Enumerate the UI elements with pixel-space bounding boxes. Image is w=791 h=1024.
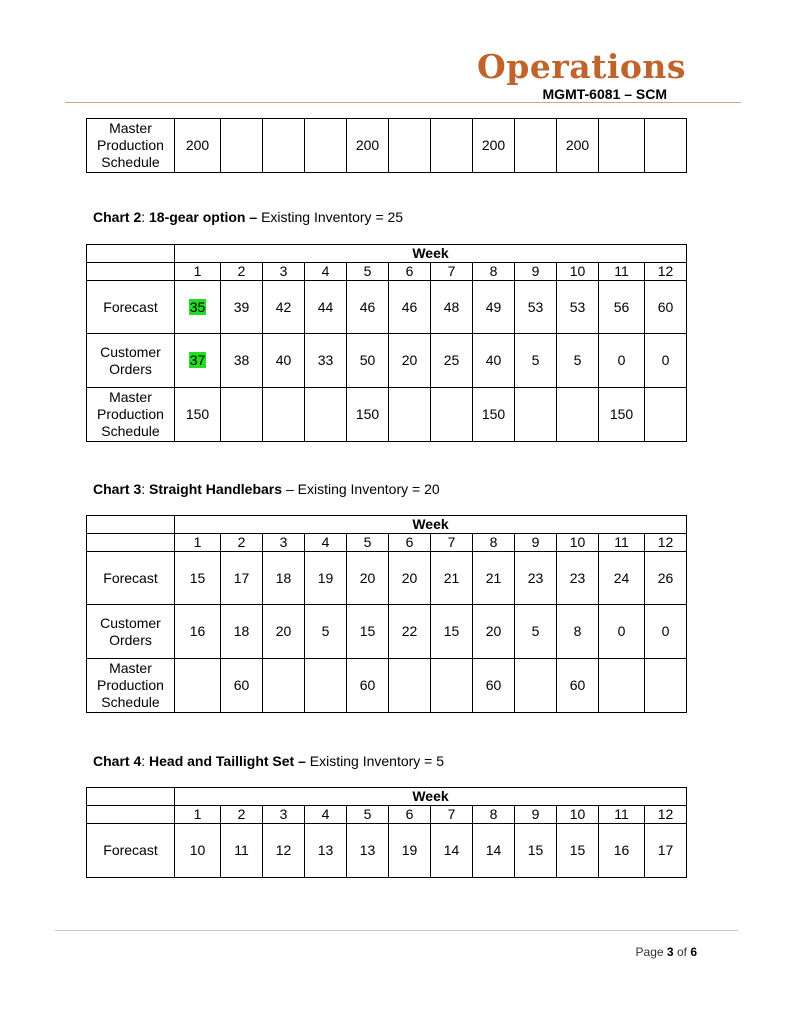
table-cell: [599, 119, 645, 173]
chart1-mps-table: [86, 118, 687, 173]
forecast-cell: 53: [557, 281, 599, 334]
chart2-table: [86, 244, 687, 442]
page-number: Page 3 of 6: [635, 945, 697, 959]
forecast-cell: 13: [305, 824, 347, 878]
mps-cell: [389, 659, 431, 713]
week-header: Week: [175, 516, 687, 534]
mps-cell: [557, 388, 599, 442]
forecast-cell: 46: [389, 281, 431, 334]
mps-label: Master Production Schedule: [87, 119, 175, 173]
orders-cell: 20: [263, 605, 305, 659]
orders-cell: 25: [431, 334, 473, 388]
forecast-cell: 15: [515, 824, 557, 878]
chart4-caption: Chart 4: Head and Taillight Set – Existing Inventory = 5: [93, 753, 445, 769]
table-cell: 200: [347, 119, 389, 173]
mps-cell: 150: [347, 388, 389, 442]
week-number: 6: [389, 263, 431, 281]
mps-cell: 150: [473, 388, 515, 442]
forecast-cell: 18: [263, 552, 305, 605]
orders-cell: 50: [347, 334, 389, 388]
table-cell: [87, 806, 175, 824]
forecast-cell: 19: [305, 552, 347, 605]
week-number: 7: [431, 263, 473, 281]
week-number: 2: [221, 263, 263, 281]
forecast-cell: 14: [431, 824, 473, 878]
highlighted-value: 37: [189, 352, 206, 368]
forecast-cell: 15: [175, 552, 221, 605]
week-number: 12: [645, 263, 687, 281]
orders-cell: 8: [557, 605, 599, 659]
mps-cell: [389, 388, 431, 442]
forecast-cell: 17: [221, 552, 263, 605]
week-number: 1: [175, 534, 221, 552]
week-number: 7: [431, 534, 473, 552]
week-number: 3: [263, 534, 305, 552]
table-cell: [87, 788, 175, 806]
orders-cell: 15: [347, 605, 389, 659]
week-header: Week: [175, 245, 687, 263]
week-number: 4: [305, 806, 347, 824]
mps-cell: [515, 388, 557, 442]
forecast-cell: 12: [263, 824, 305, 878]
forecast-cell: 20: [389, 552, 431, 605]
course-code: MGMT-6081 – SCM: [542, 86, 667, 102]
mps-cell: [305, 388, 347, 442]
table-cell: [645, 119, 687, 173]
orders-cell: 5: [515, 334, 557, 388]
mps-cell: [431, 388, 473, 442]
chart3-caption: Chart 3: Straight Handlebars – Existing Inventory = 20: [93, 481, 440, 497]
orders-cell: 0: [645, 334, 687, 388]
orders-cell: 22: [389, 605, 431, 659]
week-number: 6: [389, 534, 431, 552]
week-number: 1: [175, 806, 221, 824]
orders-cell: 38: [221, 334, 263, 388]
week-number: 1: [175, 263, 221, 281]
mps-cell: [305, 659, 347, 713]
week-number: 4: [305, 534, 347, 552]
week-number: 12: [645, 806, 687, 824]
orders-cell: 20: [389, 334, 431, 388]
week-number: 11: [599, 534, 645, 552]
chart2-caption: Chart 2: 18-gear option – Existing Inventory = 25: [93, 209, 404, 225]
week-number: 5: [347, 263, 389, 281]
week-number: 9: [515, 534, 557, 552]
forecast-cell: 10: [175, 824, 221, 878]
orders-cell: 20: [473, 605, 515, 659]
forecast-cell: 48: [431, 281, 473, 334]
week-number: 12: [645, 534, 687, 552]
mps-cell: [263, 659, 305, 713]
week-number: 4: [305, 263, 347, 281]
orders-cell: 5: [515, 605, 557, 659]
mps-cell: 60: [557, 659, 599, 713]
table-cell: [87, 534, 175, 552]
week-header: Week: [175, 788, 687, 806]
orders-cell: 40: [473, 334, 515, 388]
week-number: 10: [557, 263, 599, 281]
forecast-label: Forecast: [87, 281, 175, 334]
week-number: 11: [599, 263, 645, 281]
mps-cell: 60: [347, 659, 389, 713]
forecast-cell: 26: [645, 552, 687, 605]
forecast-cell: 13: [347, 824, 389, 878]
forecast-cell: 21: [473, 552, 515, 605]
mps-label: Master Production Schedule: [87, 388, 175, 442]
forecast-cell: 46: [347, 281, 389, 334]
mps-cell: [515, 659, 557, 713]
forecast-cell: 53: [515, 281, 557, 334]
mps-cell: [645, 659, 687, 713]
orders-cell: 15: [431, 605, 473, 659]
table-cell: 200: [473, 119, 515, 173]
forecast-cell: 42: [263, 281, 305, 334]
orders-cell: 16: [175, 605, 221, 659]
forecast-label: Forecast: [87, 552, 175, 605]
table-cell: [305, 119, 347, 173]
orders-cell: 40: [263, 334, 305, 388]
week-number: 2: [221, 806, 263, 824]
brand-title: Operations: [477, 47, 686, 86]
table-cell: 200: [557, 119, 599, 173]
table-cell: [221, 119, 263, 173]
forecast-cell: 44: [305, 281, 347, 334]
orders-cell: 5: [305, 605, 347, 659]
orders-cell: 0: [599, 605, 645, 659]
orders-cell: [175, 334, 221, 388]
table-cell: [263, 119, 305, 173]
mps-cell: [599, 659, 645, 713]
header-divider: [65, 102, 741, 103]
forecast-cell: 17: [645, 824, 687, 878]
week-number: 7: [431, 806, 473, 824]
table-cell: [87, 516, 175, 534]
mps-cell: 60: [473, 659, 515, 713]
week-number: 6: [389, 806, 431, 824]
week-number: 8: [473, 263, 515, 281]
week-number: 5: [347, 534, 389, 552]
forecast-cell: 16: [599, 824, 645, 878]
mps-cell: [221, 388, 263, 442]
mps-cell: 150: [175, 388, 221, 442]
orders-cell: 0: [645, 605, 687, 659]
forecast-cell: [175, 281, 221, 334]
forecast-cell: 15: [557, 824, 599, 878]
week-number: 2: [221, 534, 263, 552]
table-cell: [87, 245, 175, 263]
forecast-label: Forecast: [87, 824, 175, 878]
footer-divider: [55, 930, 738, 931]
forecast-cell: 20: [347, 552, 389, 605]
chart4-table: [86, 787, 687, 878]
week-number: 9: [515, 263, 557, 281]
week-number: 3: [263, 806, 305, 824]
forecast-cell: 14: [473, 824, 515, 878]
table-cell: [431, 119, 473, 173]
mps-cell: 60: [221, 659, 263, 713]
forecast-cell: 60: [645, 281, 687, 334]
forecast-cell: 39: [221, 281, 263, 334]
orders-cell: 33: [305, 334, 347, 388]
week-number: 10: [557, 534, 599, 552]
table-cell: [87, 263, 175, 281]
highlighted-value: 35: [189, 298, 206, 315]
forecast-cell: 23: [557, 552, 599, 605]
chart3-table: [86, 515, 687, 713]
mps-cell: [645, 388, 687, 442]
mps-cell: [175, 659, 221, 713]
week-number: 10: [557, 806, 599, 824]
forecast-cell: 56: [599, 281, 645, 334]
mps-cell: [431, 659, 473, 713]
forecast-cell: 23: [515, 552, 557, 605]
forecast-cell: 24: [599, 552, 645, 605]
forecast-cell: 21: [431, 552, 473, 605]
week-number: 5: [347, 806, 389, 824]
week-number: 3: [263, 263, 305, 281]
forecast-cell: 11: [221, 824, 263, 878]
week-number: 8: [473, 806, 515, 824]
table-cell: 200: [175, 119, 221, 173]
orders-cell: 18: [221, 605, 263, 659]
mps-label: Master Production Schedule: [87, 659, 175, 713]
table-cell: [515, 119, 557, 173]
forecast-cell: 19: [389, 824, 431, 878]
customer-orders-label: Customer Orders: [87, 334, 175, 388]
forecast-cell: 49: [473, 281, 515, 334]
orders-cell: 5: [557, 334, 599, 388]
orders-cell: 0: [599, 334, 645, 388]
week-number: 9: [515, 806, 557, 824]
week-number: 11: [599, 806, 645, 824]
mps-cell: [263, 388, 305, 442]
table-cell: [389, 119, 431, 173]
customer-orders-label: Customer Orders: [87, 605, 175, 659]
mps-cell: 150: [599, 388, 645, 442]
week-number: 8: [473, 534, 515, 552]
